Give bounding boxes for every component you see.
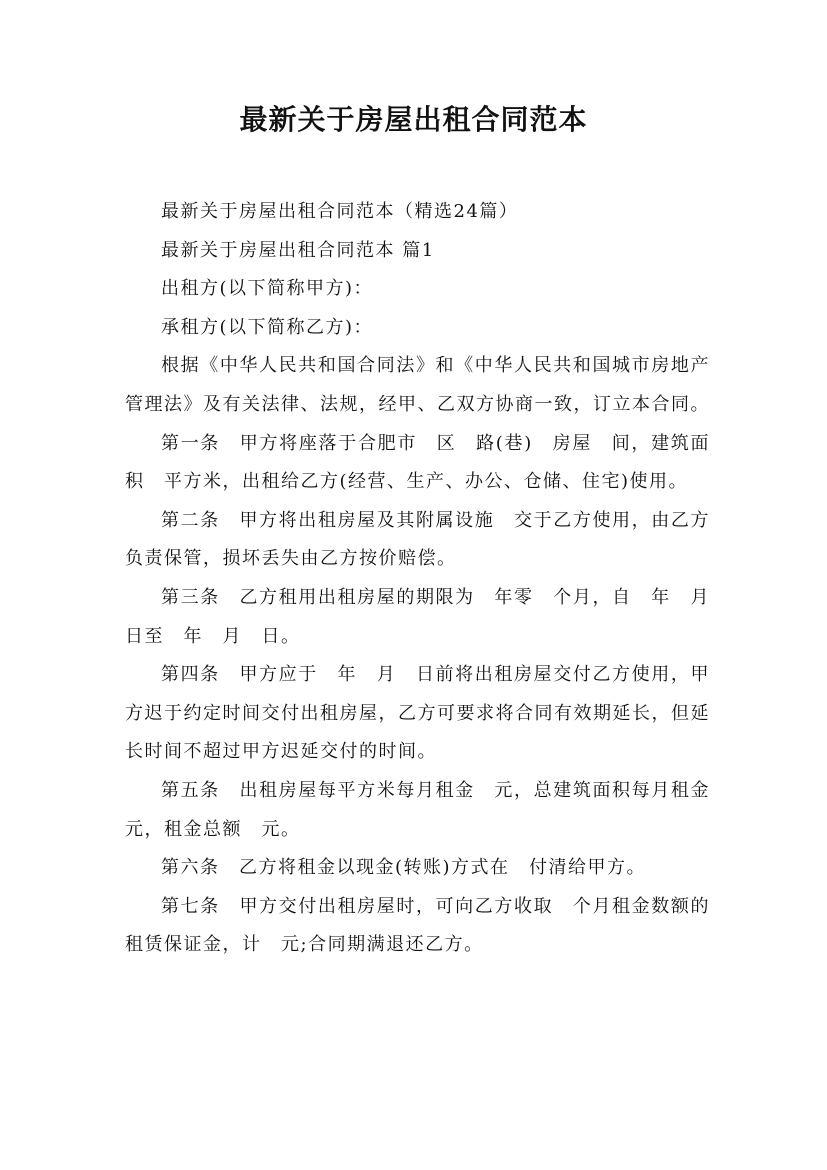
- paragraph: 承租方(以下简称乙方)：: [161, 316, 374, 338]
- paragraph: 最新关于房屋出租合同范本（精选24篇）: [161, 201, 519, 222]
- paragraph: 第六条 乙方将租金以现金(转账)方式在 付清给甲方。: [161, 857, 647, 879]
- paragraph: 第四条 甲方应于 年 月 日前将出租房屋交付乙方使用，甲方迟于约定时间交付出租房屋，乙方可要求将合同有效期延长，但延长时间不超过甲方迟延交付的时间。: [125, 664, 710, 763]
- paragraph: 出租方(以下简称甲方)：: [161, 278, 374, 300]
- paragraph: 第三条 乙方租用出租房屋的期限为 年零 个月，自 年 月 日至 年 月 日。: [125, 586, 730, 647]
- paragraph: 根据《中华人民共和国合同法》和《中华人民共和国城市房地产管理法》及有关法律、法规，经甲、乙双方协商一致，订立本合同。: [125, 355, 710, 415]
- paragraph: 第五条 出租房屋每平方米每月租金 元，总建筑面积每月租金 元，租金总额 元。: [125, 779, 730, 840]
- document-body: [125, 193, 730, 965]
- paragraph: 第一条 甲方将座落于合肥市 区 路(巷) 房屋 间，建筑面积 平方米，出租给乙方(经营、生产、办公、仓储、住宅)使用。: [125, 432, 710, 493]
- paragraph: 第二条 甲方将出租房屋及其附属设施 交于乙方使用，由乙方负责保管，损坏丢失由乙方按价赔偿。: [125, 509, 710, 570]
- paragraph: 第七条 甲方交付出租房屋时，可向乙方收取 个月租金数额的租赁保证金，计 元;合同期满退还乙方。: [125, 895, 710, 956]
- paragraph: 最新关于房屋出租合同范本 篇1: [161, 239, 435, 261]
- document-title: 最新关于房屋出租合同范本: [239, 103, 588, 136]
